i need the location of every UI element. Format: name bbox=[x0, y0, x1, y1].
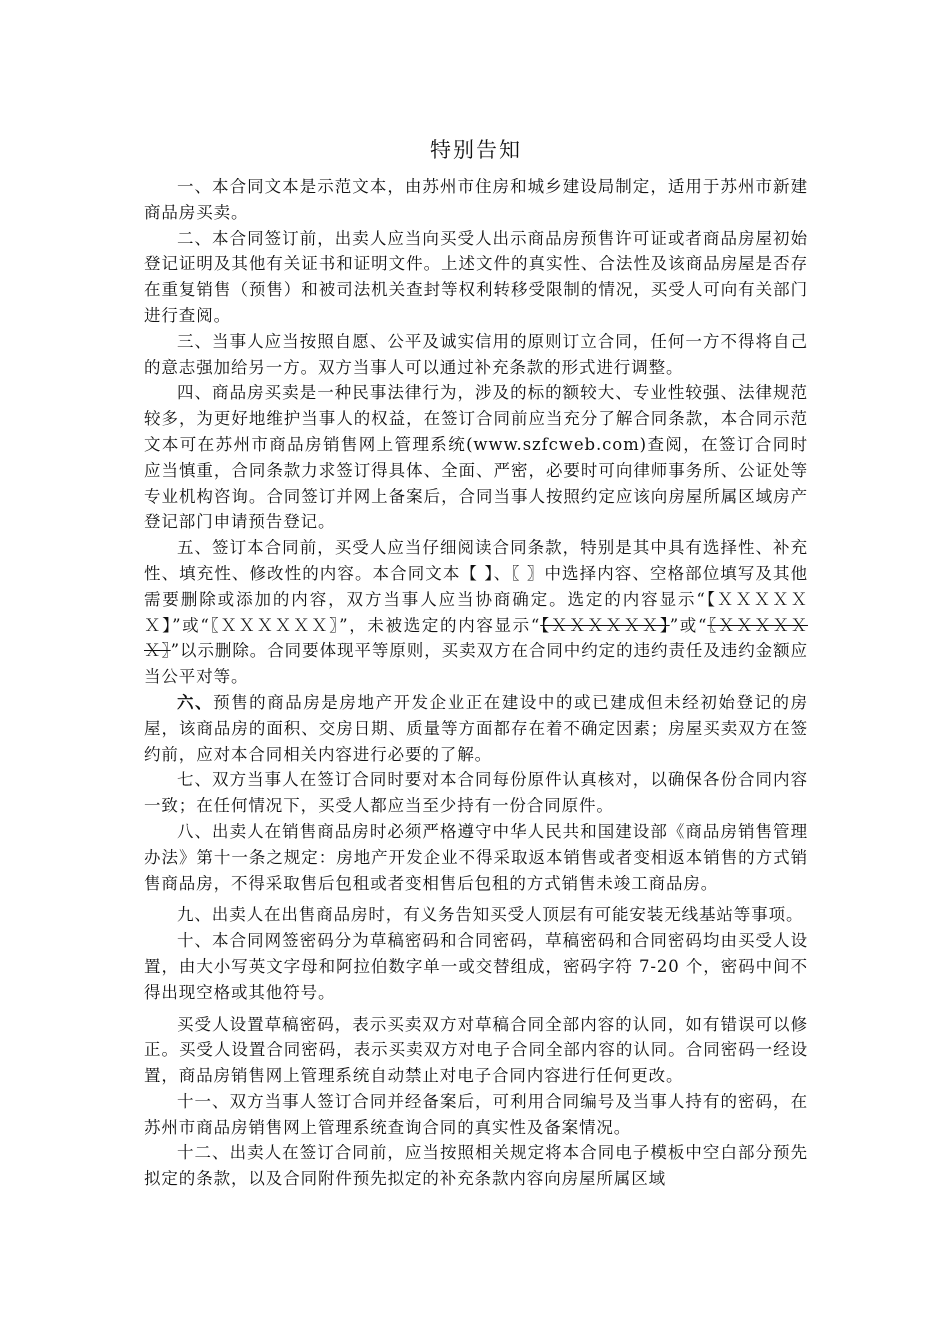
notice-paragraph-3: 三、当事人应当按照自愿、公平及诚实信用的原则订立合同，任何一方不得将自己的意志强加给另一方。双方当事人可以通过补充条款的形式进行调整。 bbox=[144, 331, 808, 377]
notice-paragraph-12: 十二、出卖人在签订合同前，应当按照相关规定将本合同电子模板中空白部分预先拟定的条款，以及合同附件预先拟定的补充条款内容向房屋所属区域 bbox=[144, 1143, 808, 1189]
notice-paragraph-6 bbox=[144, 690, 808, 767]
notice-paragraph-8: 八、出卖人在销售商品房时必须严格遵守中华人民共和国建设部《商品房销售管理办法》第十一条之规定：房地产开发企业不得采取返本销售或者变相返本销售的方式销售商品房，不得采取售后包租或者变相售后包租的方式销售未竣工商品房。 bbox=[144, 821, 808, 893]
paragraph-5-text-c: ”以示删除。合同要体现平等原则，买卖双方在合同中约定的违约责任及违约金额应当公平对等。 bbox=[144, 641, 808, 687]
notice-paragraph-10: 十、本合同网签密码分为草稿密码和合同密码，草稿密码和合同密码均由买受人设置，由大小写英文字母和阿拉伯数字单一或交替组成，密码字符 7-20 个，密码中间不得出现空格或其他符号。 bbox=[144, 931, 808, 1002]
paragraph-5-text-b: ”或“ bbox=[669, 615, 708, 635]
notice-paragraph-2: 二、本合同签订前，出卖人应当向买受人出示商品房预售许可证或者商品房屋初始登记证明及其他有关证书和证明文件。上述文件的真实性、合法性及该商品房屋是否存在重复销售（预售）和被司法机关查封等权利转移受限制的情况，买受人可向有关部门进行查阅。 bbox=[144, 228, 808, 325]
notice-paragraph-5 bbox=[144, 535, 808, 690]
paragraph-6-text: 预售的商品房是房地产开发企业正在建设中的或已建成但未经初始登记的房屋，该商品房的面积、交房日期、质量等方面都存在着不确定因素；房屋买卖双方在签约前，应对本合同相关内容进行必要的了解。 bbox=[144, 692, 808, 764]
document-page bbox=[144, 130, 808, 1192]
notice-paragraph-7: 七、双方当事人在签订合同时要对本合同每份原件认真核对，以确保各份合同内容一致；在任何情况下，买受人都应当至少持有一份合同原件。 bbox=[144, 770, 808, 816]
notice-paragraph-1: 一、本合同文本是示范文本，由苏州市住房和城乡建设局制定，适用于苏州市新建商品房买卖。 bbox=[144, 177, 808, 222]
struck-option-bracket: 【ＸＸＸＸＸＸ】 bbox=[540, 615, 670, 635]
notice-paragraph-10b: 买受人设置草稿密码，表示买卖双方对草稿合同全部内容的认同，如有错误可以修正。买受人设置合同密码，表示买卖双方对电子合同全部内容的认同。合同密码一经设置，商品房销售网上管理系统自动禁止对电子合同内容进行任何更改。 bbox=[144, 1014, 808, 1086]
notice-paragraph-9: 九、出卖人在出售商品房时，有义务告知买受人顶层有可能安装无线基站等事项。 bbox=[177, 905, 804, 925]
paragraph-5-text-a: 五、签订本合同前，买受人应当仔细阅读合同条款，特别是其中具有选择性、补充性、填充性、修改性的内容。本合同文本【 】、〖 〗中选择内容、空格部位填写及其他需要删除或添加的内容，双方当事人应当协商确定。选定的内容显示“【ＸＸＸＸＸＸ】”或“〖ＸＸＸＸＸＸ〗”，未被选定的内容显示“ bbox=[144, 538, 808, 635]
notice-paragraph-11: 十一、双方当事人签订合同并经备案后，可利用合同编号及当事人持有的密码，在苏州市商品房销售网上管理系统查询合同的真实性及备案情况。 bbox=[144, 1091, 808, 1137]
notice-paragraph-4: 四、商品房买卖是一种民事法律行为，涉及的标的额较大、专业性较强、法律规范较多，为更好地维护当事人的权益，在签订合同前应当充分了解合同条款，本合同示范文本可在苏州市商品房销售网上管理系统(www.szfcweb.com)查阅，在签订合同时应当慎重，合同条款力求签订得具体、全面、严密，必要时可向律师事务所、公证处等专业机构咨询。合同签订并网上备案后，合同当事人按照约定应该向房屋所属区域房产登记部门申请预告登记。 bbox=[144, 383, 808, 532]
page-title: 特别告知 bbox=[430, 138, 522, 162]
paragraph-6-lead: 六、 bbox=[177, 692, 214, 712]
struck-option-hollow-bracket: 〖ＸＸＸＸＸＸ〗 bbox=[144, 615, 809, 661]
